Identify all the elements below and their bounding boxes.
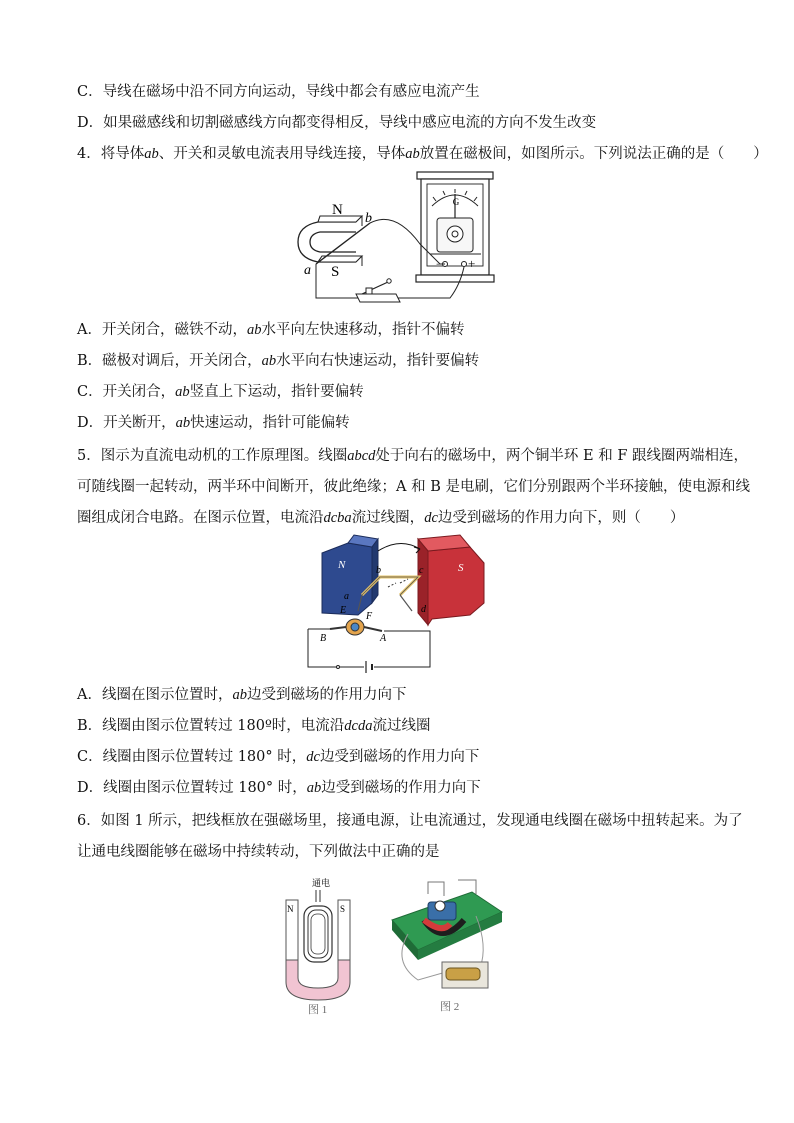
magnet-pole-n	[322, 535, 378, 615]
stem-part: 圈组成闭合电路。在图示位置，电流沿	[77, 510, 324, 526]
opt-var: ab	[175, 415, 191, 431]
opt-text: A．线圈在图示位置时，	[77, 687, 233, 703]
stem-part: 5．图示为直流电动机的工作原理图。线圈	[77, 448, 348, 464]
opt-var: ab	[246, 322, 262, 338]
terminal-positive	[462, 262, 467, 267]
magnet-pole-s	[418, 535, 484, 625]
pole-s-label: S	[458, 562, 464, 574]
plus-sign: +	[468, 256, 476, 271]
label-f: F	[366, 611, 373, 622]
label-a: a	[304, 263, 311, 278]
label-e: E	[340, 605, 347, 616]
opt-text: 水平向左快速移动，指针不偏转	[261, 322, 465, 338]
q4-figure	[290, 170, 505, 315]
q5-option-d	[77, 778, 481, 798]
q5-stem-line-3	[77, 508, 684, 528]
galvanometer	[416, 172, 494, 282]
opt-text: 竖直上下运动，指针要偏转	[189, 384, 364, 400]
minus-sign: −	[436, 257, 443, 271]
q4-stem-part: 、开关和灵敏电流表用导线连接，导体	[158, 146, 406, 162]
switch	[356, 279, 400, 302]
stem-part: 处于向右的磁场中，两个铜半环 E 和 F 跟线圈两端相连，	[375, 448, 749, 464]
q4-stem-var: ab	[405, 146, 420, 162]
coil-label-d: d	[421, 604, 426, 615]
opt-var: ab	[175, 384, 190, 400]
opt-text: D．线圈由图示位置转过 180° 时，	[77, 780, 307, 796]
q4-option-b	[77, 351, 479, 371]
rotation-arrow	[378, 543, 420, 551]
q4-option-a	[77, 320, 464, 340]
q3-option-c: C．导线在磁场中沿不同方向运动，导线中都会有感应电流产生	[77, 84, 480, 100]
q6-stem-line-2: 让通电线圈能够在磁场中持续转动，下列做法中正确的是	[77, 844, 440, 860]
q4-stem	[77, 144, 768, 164]
opt-text: C．线圈由图示位置转过 180° 时，	[77, 749, 307, 765]
q6-figure-2	[388, 876, 506, 1020]
opt-var: ab	[261, 353, 277, 369]
pole-n: N	[332, 202, 343, 218]
fig1-pole-s: S	[340, 904, 346, 914]
coil-label-c: c	[419, 565, 424, 576]
opt-text: B．磁极对调后，开关闭合，	[77, 353, 262, 369]
q5-option-c	[77, 747, 479, 767]
opt-text: 流过线圈	[372, 718, 431, 734]
opt-var: dc	[306, 749, 320, 765]
fig1-current-label: 通电	[312, 878, 331, 888]
opt-var: dcda	[344, 718, 373, 734]
coil-label-b: b	[376, 565, 381, 576]
galvanometer-letter: G	[452, 197, 460, 207]
fig1-pole-n: N	[287, 904, 294, 914]
stem-var: dcba	[323, 510, 352, 526]
opt-var: ab	[306, 780, 322, 796]
q4-option-c	[77, 382, 364, 402]
opt-var: ab	[232, 687, 247, 703]
brush-label-a: A	[380, 633, 387, 644]
opt-text: 边受到磁场的作用力向下	[321, 780, 481, 796]
q5-stem-line-1	[77, 446, 748, 466]
stem-var: dc	[424, 510, 438, 526]
coil-label-a: a	[344, 591, 349, 602]
q4-stem-var: ab	[144, 146, 159, 162]
opt-text: B．线圈由图示位置转过 180º时，电流沿	[77, 718, 345, 734]
q5-stem-line-2: 可随线圈一起转动，两半环中间断开，彼此绝缘；A 和 B 是电刷，它们分别跟两个半环接触，使电源和线	[77, 479, 750, 495]
opt-text: 快速运动，指针可能偏转	[190, 415, 350, 431]
q5-motor-figure	[300, 533, 490, 673]
opt-text: D．开关断开，	[77, 415, 176, 431]
q5-option-a	[77, 685, 406, 705]
fig2-caption: 图 2	[440, 1001, 460, 1013]
opt-text: C．开关闭合，	[77, 384, 176, 400]
q4-option-d	[77, 413, 350, 433]
label-b: b	[365, 211, 372, 226]
q6-stem-line-1: 6．如图 1 所示，把线框放在强磁场里，接通电源，让电流通过，发现通电线圈在磁场中扭转起来。为了	[77, 813, 743, 829]
stem-part: 流过线圈，	[351, 510, 425, 526]
opt-text: 边受到磁场的作用力向下	[319, 749, 480, 765]
pole-s: S	[331, 264, 340, 280]
q3-option-d: D．如果磁感线和切割磁感线方向都变得相反，导线中感应电流的方向不发生改变	[77, 115, 597, 131]
stem-part: 边受到磁场的作用力向下，则（ ）	[437, 510, 685, 526]
opt-text: 边受到磁场的作用力向下	[246, 687, 407, 703]
stem-var: abcd	[347, 448, 376, 464]
pole-n-label: N	[338, 559, 346, 571]
opt-text: A．开关闭合，磁铁不动，	[77, 322, 247, 338]
fig1-caption: 图 1	[308, 1004, 328, 1016]
q6-figure-1	[272, 872, 382, 1020]
q4-stem-part: 4．将导体	[77, 146, 145, 162]
opt-text: 水平向右快速运动，指针要偏转	[276, 353, 480, 369]
q5-option-b	[77, 716, 430, 736]
brush-label-b: B	[320, 633, 327, 644]
q4-stem-part: 放置在磁极间，如图所示。下列说法正确的是（ ）	[419, 146, 768, 162]
